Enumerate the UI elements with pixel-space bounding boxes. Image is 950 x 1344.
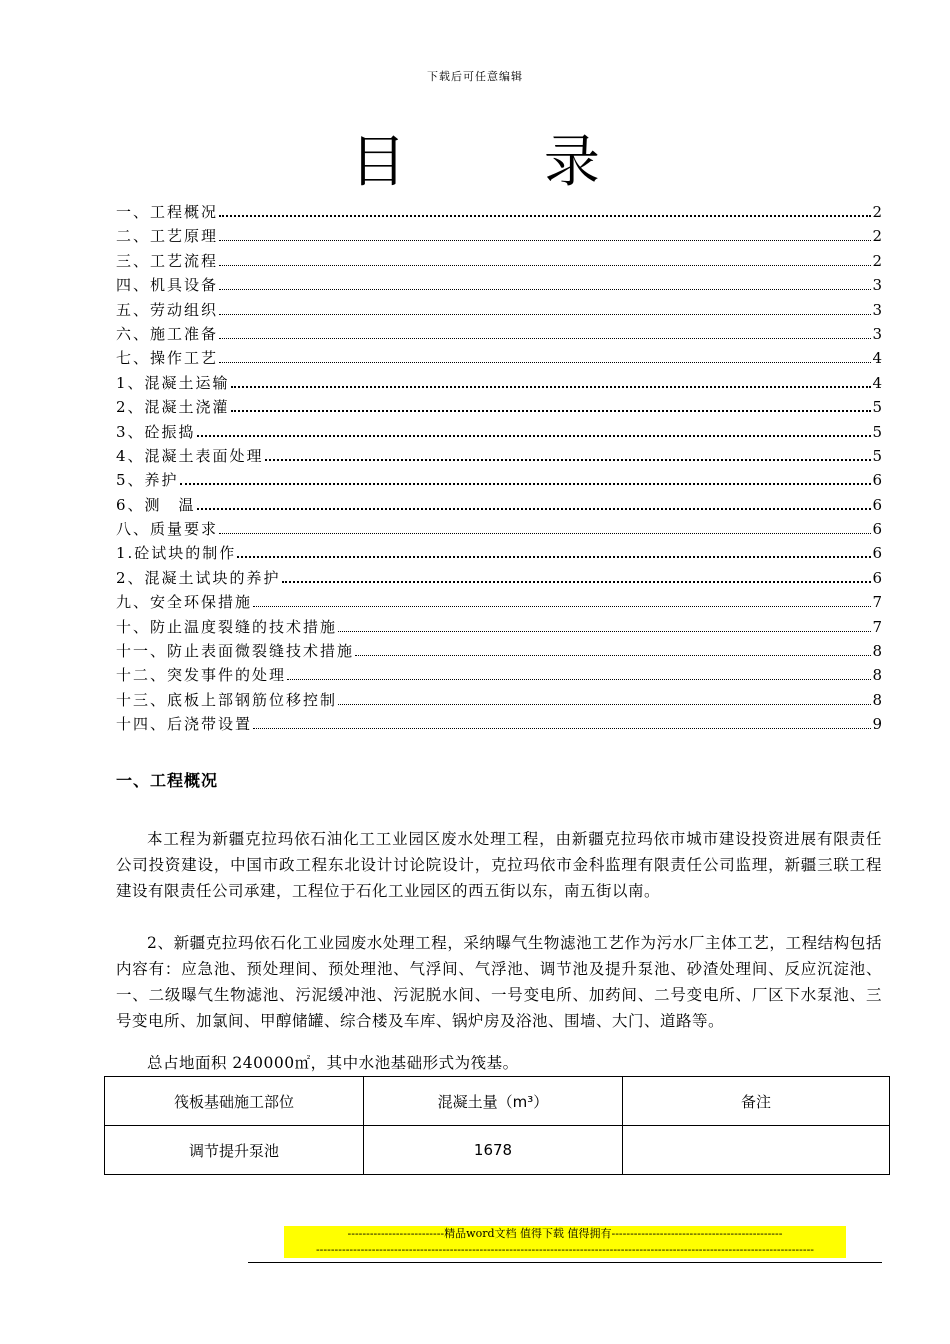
toc-item[interactable]: [116, 250, 882, 274]
toc-item-page: 7: [872, 593, 882, 612]
toc-item-page: 8: [872, 666, 882, 685]
toc-item[interactable]: [116, 689, 882, 713]
toc-item-page: 5: [872, 422, 882, 441]
toc-leader: [287, 666, 871, 680]
toc-item-label: 十四、后浇带设置: [116, 715, 253, 734]
toc-item-label: 十、防止温度裂缝的技术措施: [116, 617, 338, 636]
toc-item[interactable]: [116, 616, 882, 640]
table-header-cell: 备注: [623, 1077, 890, 1126]
toc-item-label: 二、工艺原理: [116, 227, 219, 246]
toc-item[interactable]: [116, 469, 882, 493]
toc-item-page: 6: [872, 520, 882, 539]
toc-leader: [355, 642, 871, 656]
toc-item-page: 3: [872, 300, 882, 319]
toc-leader: [219, 349, 871, 363]
toc-item-page: 8: [872, 690, 882, 709]
toc-item-page: 2: [872, 227, 882, 246]
toc-item-label: 七、操作工艺: [116, 349, 219, 368]
toc-item-label: 十二、突发事件的处理: [116, 666, 287, 685]
toc-item-page: 6: [872, 471, 882, 490]
toc-item[interactable]: [116, 664, 882, 688]
toc-item-page: 3: [872, 324, 882, 343]
toc-item[interactable]: [116, 494, 882, 518]
toc-item-page: 9: [872, 715, 882, 734]
toc-item-page: 4: [872, 373, 882, 392]
toc-item-page: 6: [872, 495, 882, 514]
paragraph-2: [116, 930, 882, 1034]
toc-item-label: 四、机具设备: [116, 276, 219, 295]
table-header-cell: 筏板基础施工部位: [105, 1077, 364, 1126]
toc-item-page: 2: [872, 251, 882, 270]
toc-leader: [237, 544, 871, 558]
paragraph-3-text: 总占地面积 240000㎡，其中水池基础形式为筏基。: [147, 1054, 519, 1072]
toc-item-label: 九、安全环保措施: [116, 593, 253, 612]
toc-leader: [197, 423, 872, 437]
footer-line-1: --------------------------精品word文档 值得下载 值得拥有----------------------------------------------: [347, 1227, 783, 1240]
toc-leader: [282, 569, 872, 583]
section-heading: 一、工程概况: [116, 771, 219, 790]
toc-leader: [180, 471, 872, 485]
table-header-row: [105, 1077, 890, 1126]
toc-leader: [231, 398, 872, 412]
toc-item[interactable]: [116, 713, 882, 737]
table-of-contents: [116, 201, 882, 738]
toc-leader: [219, 325, 871, 339]
toc-item[interactable]: [116, 299, 882, 323]
toc-leader: [338, 691, 871, 705]
toc-item-page: 7: [872, 617, 882, 636]
toc-item-label: 4、混凝土表面处理: [116, 446, 264, 465]
toc-item[interactable]: [116, 518, 882, 542]
footer-banner: [284, 1226, 846, 1258]
paragraph-1: [116, 826, 882, 904]
toc-item[interactable]: [116, 396, 882, 420]
footer-rule: [248, 1262, 882, 1263]
toc-leader: [338, 618, 871, 632]
toc-leader: [253, 715, 871, 729]
toc-item-label: 一、工程概况: [116, 203, 219, 221]
toc-item[interactable]: [116, 445, 882, 469]
toc-item[interactable]: [116, 542, 882, 566]
toc-leader: [219, 276, 871, 290]
toc-item-label: 3、砼振捣: [116, 422, 196, 441]
toc-item-label: 十三、底板上部钢筋位移控制: [116, 690, 338, 709]
toc-leader: [253, 593, 871, 607]
header-note: 下载后可任意编辑: [427, 70, 523, 83]
toc-item[interactable]: [116, 201, 882, 225]
toc-item-page: 5: [872, 398, 882, 417]
toc-item-label: 2、混凝土浇灌: [116, 398, 230, 417]
toc-item-page: 5: [872, 446, 882, 465]
toc-item[interactable]: [116, 274, 882, 298]
table-cell: 1678: [364, 1126, 623, 1175]
toc-leader: [219, 203, 871, 217]
toc-item[interactable]: [116, 347, 882, 371]
toc-item-label: 5、养护: [116, 471, 179, 490]
table-cell: [623, 1126, 890, 1175]
toc-leader: [219, 252, 871, 266]
toc-item[interactable]: [116, 323, 882, 347]
toc-item-label: 八、质量要求: [116, 520, 219, 539]
foundation-table: [104, 1076, 890, 1175]
toc-item[interactable]: [116, 225, 882, 249]
paragraph-2-text: 2、新疆克拉玛依石化工业园废水处理工程，采纳曝气生物滤池工艺作为污水厂主体工艺，工程结构包括内容有：应急池、预处理间、预处理池、气浮间、气浮池、调节池及提升泵池、砂渣处理间、反应沉淀池、一、二级曝气生物滤池、污泥缓冲池、污泥脱水间、一号变电所、加药间、二号变电所、厂区下水泵池、三号变电所、加氯间、甲醇储罐、综合楼及车库、锅炉房及浴池、围墙、大门、道路等。: [116, 934, 882, 1030]
toc-item-label: 十一、防止表面微裂缝技术措施: [116, 642, 355, 661]
toc-item-label: 六、施工准备: [116, 324, 219, 343]
toc-item-page: 2: [872, 203, 882, 221]
table-row: [105, 1126, 890, 1175]
toc-item[interactable]: [116, 640, 882, 664]
footer-line-2: --------------------------------------------------------------------------------------------------------------------------------------: [315, 1243, 815, 1256]
table-header-cell: 混凝土量（m³）: [364, 1077, 623, 1126]
table-cell: 调节提升泵池: [105, 1126, 364, 1175]
toc-item-page: 4: [872, 349, 882, 368]
paragraph-3: [116, 1050, 882, 1076]
toc-leader: [219, 301, 871, 315]
toc-item-label: 1.砼试块的制作: [116, 544, 237, 563]
toc-item-page: 6: [872, 544, 882, 563]
toc-item-label: 2、混凝土试块的养护: [116, 568, 281, 587]
paragraph-1-text: 本工程为新疆克拉玛依石油化工工业园区废水处理工程，由新疆克拉玛依市城市建设投资进展有限责任公司投资建设，中国市政工程东北设计讨论院设计，克拉玛依市金科监理有限责任公司监理，新疆三联工程建设有限责任公司承建，工程位于石化工业园区的西五街以东，南五街以南。: [116, 830, 882, 900]
toc-leader: [231, 374, 872, 388]
page-title: 目 录: [350, 130, 660, 195]
toc-item-label: 三、工艺流程: [116, 251, 219, 270]
toc-leader: [197, 496, 872, 510]
toc-item-label: 6、测 温: [116, 495, 196, 514]
toc-item-page: 6: [872, 568, 882, 587]
toc-item-page: 8: [872, 642, 882, 661]
toc-leader: [219, 520, 871, 534]
toc-item-label: 五、劳动组织: [116, 300, 219, 319]
toc-item[interactable]: [116, 591, 882, 615]
toc-item-label: 1、混凝土运输: [116, 373, 230, 392]
toc-item-page: 3: [872, 276, 882, 295]
toc-item[interactable]: [116, 421, 882, 445]
toc-leader: [219, 227, 871, 241]
toc-leader: [265, 447, 872, 461]
toc-item[interactable]: [116, 567, 882, 591]
toc-item[interactable]: [116, 372, 882, 396]
